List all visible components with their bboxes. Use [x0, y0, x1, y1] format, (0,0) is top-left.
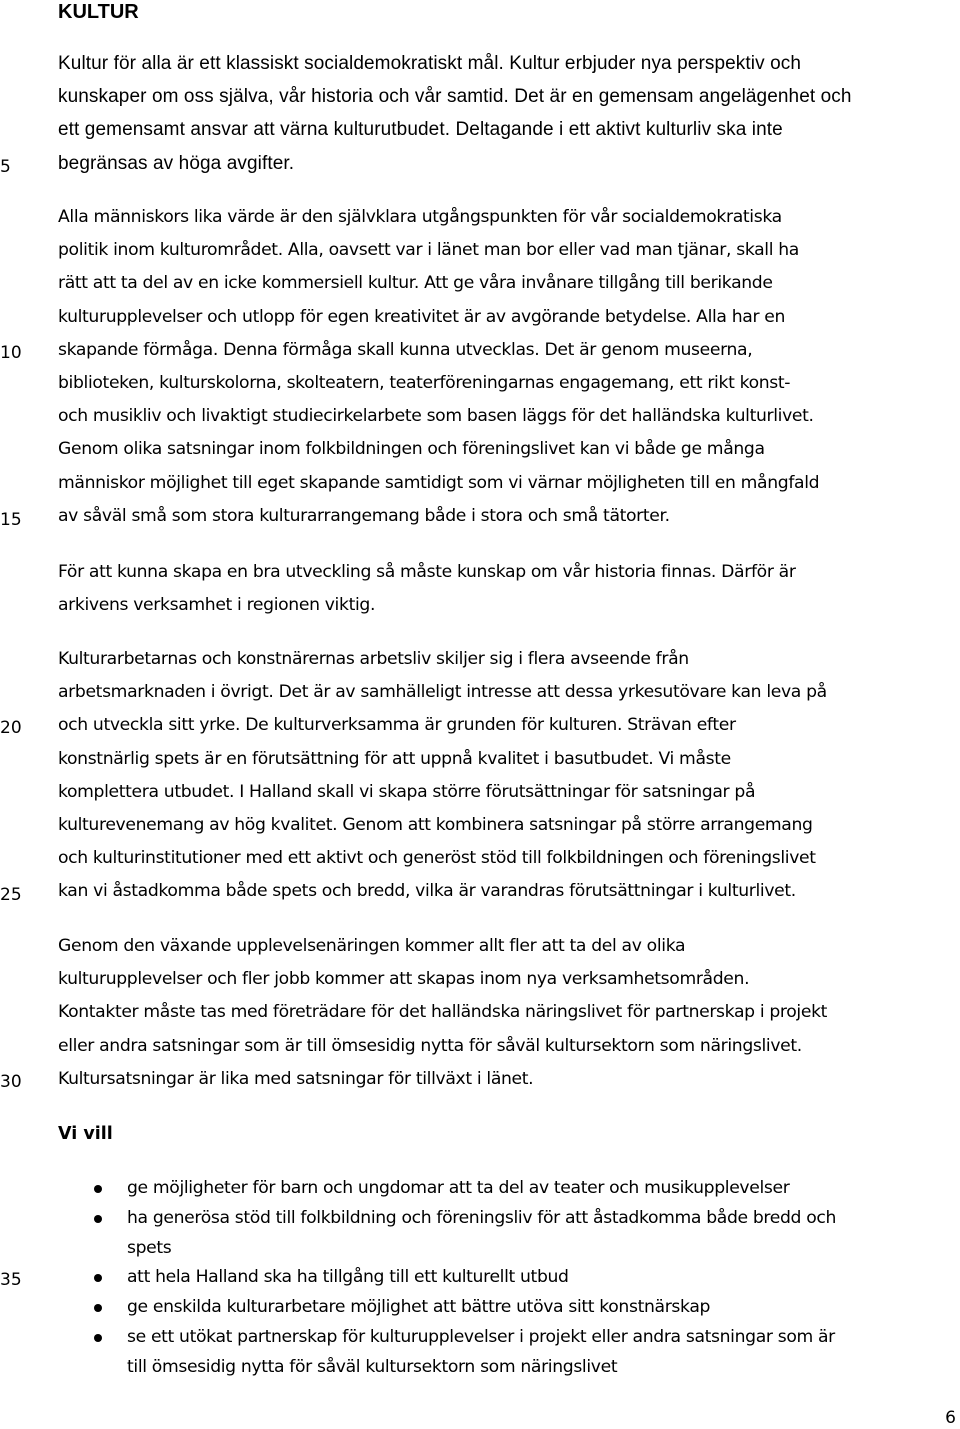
paragraph-5 [58, 930, 958, 1096]
paragraph-line: Kontakter måste tas med företrädare för det halländska näringslivet för partnerskap i projekt [58, 1002, 828, 1023]
paragraph-2 [58, 201, 958, 533]
line-number: 35 [0, 1270, 22, 1290]
paragraph-line: biblioteken, kulturskolorna, skolteatern, teaterföreningarnas engagemang, ett rikt konst- [58, 372, 791, 393]
paragraph-line: Alla människors lika värde är den självklara utgångspunkten för vår socialdemokratiska [58, 207, 782, 227]
paragraph-line: arkivens verksamhet i regionen viktig. [58, 595, 376, 616]
paragraph-3 [58, 556, 958, 622]
list-item-text [127, 1293, 957, 1323]
page-number: 6 [945, 1408, 956, 1428]
paragraph-1 [58, 47, 958, 180]
section-heading: KULTUR [58, 1, 139, 23]
paragraph-4 [58, 643, 958, 909]
bullet-icon [94, 1304, 102, 1312]
paragraph-line: av såväl små som stora kulturarrangemang både i stora och små tätorter. [58, 505, 670, 526]
paragraph-line: eller andra satsningar som är till ömsesidig nytta för såväl kultursektorn som näringslivet. [58, 1035, 802, 1056]
list-item-line: ha generösa stöd till folkbildning och föreningsliv för att åstadkomma både bredd och [127, 1208, 837, 1228]
bullet-icon [94, 1274, 102, 1282]
paragraph-line: konstnärlig spets är en förutsättning för att uppnå kvalitet i basutbudet. Vi måste [58, 748, 731, 769]
paragraph-line: kulturupplevelser och fler jobb kommer att skapas inom nya verksamhetsområden. [58, 969, 750, 990]
list-item-text [127, 1323, 957, 1382]
bullet-icon [94, 1334, 102, 1342]
paragraph-line: komplettera utbudet. I Halland skall vi skapa större förutsättningar för satsningar på [58, 781, 756, 802]
line-number: 25 [0, 885, 22, 905]
paragraph-line: ett gemensamt ansvar att värna kulturutbudet. Deltagande i ett aktivt kulturliv ska inte [58, 119, 783, 141]
line-number: 10 [0, 343, 22, 363]
list-item-line: ge enskilda kulturarbetare möjlighet att bättre utöva sitt konstnärskap [127, 1297, 711, 1317]
bullet-icon [94, 1185, 102, 1193]
list-item-text [127, 1263, 957, 1293]
paragraph-line: kulturupplevelser och utlopp för egen kreativitet är av avgörande betydelse. Alla har en [58, 306, 786, 327]
line-number: 20 [0, 718, 22, 738]
paragraph-line: och utveckla sitt yrke. De kulturverksamma är grunden för kulturen. Strävan efter [58, 715, 736, 736]
paragraph-line: och musikliv och livaktigt studiecirkelarbete som basen läggs för det halländska kulturlivet. [58, 406, 814, 427]
list-item-text [127, 1174, 957, 1204]
paragraph-line: Genom olika satsningar inom folkbildningen och föreningslivet kan vi både ge många [58, 439, 765, 460]
bullet-icon [94, 1215, 102, 1223]
paragraph-line: Kultur för alla är ett klassiskt socialdemokratiskt mål. Kultur erbjuder nya perspektiv och [58, 53, 802, 74]
paragraph-line: människor möjlighet till eget skapande samtidigt som vi värnar möjligheten till en mångfald [58, 472, 820, 493]
paragraph-line: skapande förmåga. Denna förmåga skall kunna utvecklas. Det är genom museerna, [58, 339, 753, 360]
paragraph-line: kulturevenemang av hög kvalitet. Genom att kombinera satsningar på större arrangemang [58, 814, 813, 835]
paragraph-line: Kultursatsningar är lika med satsningar för tillväxt i länet. [58, 1068, 534, 1089]
paragraph-line: rätt att ta del av en icke kommersiell kultur. Att ge våra invånare tillgång till berikande [58, 273, 773, 294]
list-item-line: till ömsesidig nytta för såväl kultursektorn som näringslivet [127, 1356, 618, 1377]
list-item-text [127, 1204, 957, 1263]
paragraph-line: och kulturinstitutioner med ett aktivt och generöst stöd till folkbildningen och föreningslivet [58, 848, 816, 869]
list-item-line: ge möjligheter för barn och ungdomar att ta del av teater och musikupplevelser [127, 1178, 790, 1198]
paragraph-line: begränsas av höga avgifter. [58, 152, 295, 174]
paragraph-line: kan vi åstadkomma både spets och bredd, vilka är varandras förutsättningar i kulturlivet. [58, 881, 796, 902]
paragraph-line: Kulturarbetarnas och konstnärernas arbetsliv skiljer sig i flera avseende från [58, 649, 689, 669]
paragraph-line: kunskaper om oss själva, vår historia och vår samtid. Det är en gemensam angelägenhet och [58, 86, 852, 108]
paragraph-line: För att kunna skapa en bra utveckling så måste kunskap om vår historia finnas. Därför är [58, 562, 796, 582]
list-item-line: se ett utökat partnerskap för kulturupplevelser i projekt eller andra satsningar som är [127, 1327, 835, 1347]
vi-vill-heading: Vi vill [58, 1124, 113, 1144]
list-item-line: att hela Halland ska ha tillgång till ett kulturellt utbud [127, 1267, 569, 1287]
line-number: 15 [0, 510, 22, 530]
paragraph-line: arbetsmarknaden i övrigt. Det är av samhälleligt intresse att dessa yrkesutövare kan leva på [58, 682, 827, 703]
list-item-line: spets [127, 1237, 172, 1258]
line-number: 30 [0, 1072, 22, 1092]
paragraph-line: politik inom kulturområdet. Alla, oavsett var i länet man bor eller vad man tjänar, skall ha [58, 240, 799, 261]
paragraph-line: Genom den växande upplevelsenäringen kommer allt fler att ta del av olika [58, 936, 686, 956]
line-number: 5 [0, 157, 11, 177]
